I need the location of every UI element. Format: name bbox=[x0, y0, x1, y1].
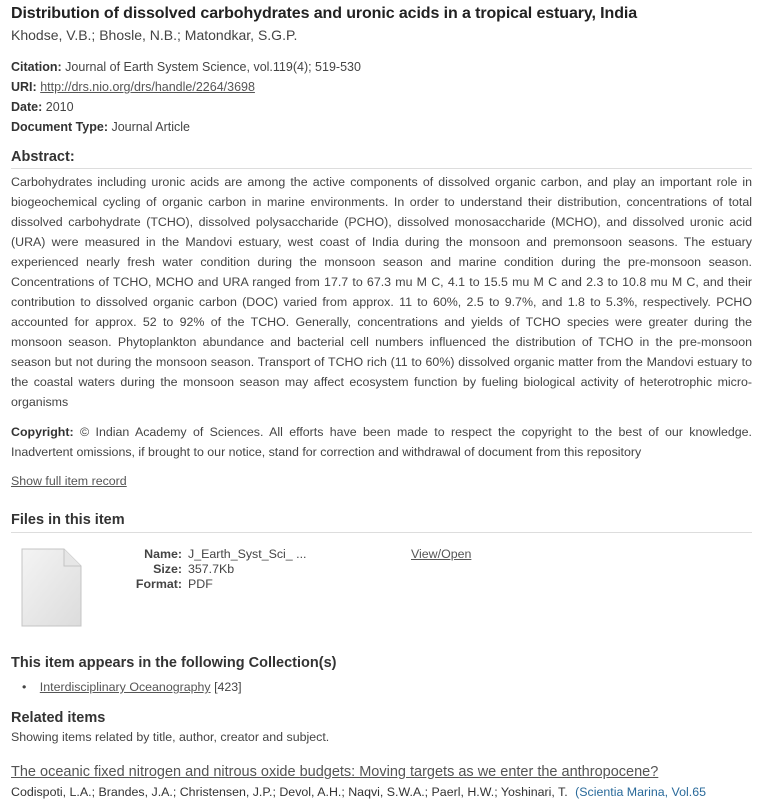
related-item-meta bbox=[11, 785, 752, 799]
related-item-title-link[interactable]: The oceanic fixed nitrogen and nitrous oxide budgets: Moving targets as we enter the anthropocene? bbox=[11, 764, 659, 780]
file-name-label: Name: bbox=[144, 547, 182, 561]
file-meta-values bbox=[188, 547, 306, 592]
show-full-record-link[interactable]: Show full item record bbox=[11, 474, 127, 488]
related-heading: Related items bbox=[11, 710, 106, 726]
copyright-block bbox=[11, 422, 752, 462]
copyright-label: Copyright: bbox=[11, 425, 74, 439]
file-name: J_Earth_Syst_Sci_ ... bbox=[188, 547, 307, 561]
date-value: 2010 bbox=[45, 100, 74, 114]
view-open-link[interactable]: View/Open bbox=[411, 547, 472, 561]
related-subtitle: Showing items related by title, author, creator and subject. bbox=[11, 730, 330, 744]
citation-label: Citation: bbox=[11, 60, 62, 74]
copyright-text: © Indian Academy of Sciences. All efforts have been made to respect the copyright to the best of our knowledge. Inadvertent omissions, if brought to our notice, stand for correction and withdrawal of document from this repository bbox=[11, 425, 752, 459]
item-title: Distribution of dissolved carbohydrates and uronic acids in a tropical estuary, India bbox=[11, 5, 638, 22]
doctype-value: Journal Article bbox=[111, 120, 190, 134]
doctype-label: Document Type: bbox=[11, 120, 108, 134]
date-row bbox=[11, 100, 74, 114]
abstract-text: Carbohydrates including uronic acids are among the active components of dissolved organic carbon, and play an important role in biogeochemical cycling of organic carbon in marine environments. In order to understand their distribution, concentrations of total dissolved carbohydrate (TCHO), dissolved polysaccharide (PCHO), dissolved monosaccharide (MCHO), and dissolved uronic acid (URA) were measured in the Mandovi estuary, west coast of India during the monsoon and premonsoon seasons. The estuary experienced nearly fresh water condition during the monsoon season and marine condition during the pre-monsoon season. Concentrations of TCHO, MCHO and URA ranged from 17.7 to 67.3 mu M C, 4.1 to 15.5 mu M C and 2.3 to 10.8 mu M C, and their contribution to dissolved organic carbon (DOC) varied from approx. 11 to 60%, 2.5 to 9.7%, and 1.8 to 5.3%, respectively. PCHO accounted for approx. 52 to 92% of the TCHO. Generally, concentrations and yields of TCHO species were greater during the monsoon season. Phytoplankton abundance and bacterial cell numbers influenced the distribution of TCHO in the pre-monsoon season but not during the monsoon season. Transport of TCHO rich (11 to 60%) dissolved organic matter from the Mandovi estuary to the coastal waters during the monsoon season may affect ecosystem function by fueling biological activity of heterotrophic micro-organisms bbox=[11, 175, 752, 409]
related-item-authors: Codispoti, L.A.; Brandes, J.A.; Christensen, J.P.; Devol, A.H.; Naqvi, S.W.A.; Paerl, H.W.; Yoshinari, T. bbox=[11, 785, 568, 799]
file-format: PDF bbox=[188, 577, 213, 591]
collections-list bbox=[22, 680, 242, 694]
files-divider bbox=[11, 532, 752, 533]
uri-row bbox=[11, 80, 255, 94]
files-heading: Files in this item bbox=[11, 512, 125, 528]
abstract-heading: Abstract: bbox=[11, 149, 75, 165]
citation-value: Journal of Earth System Science, vol.119(4); 519-530 bbox=[65, 60, 361, 74]
list-item bbox=[22, 680, 242, 694]
collections-heading: This item appears in the following Collection(s) bbox=[11, 655, 337, 671]
item-authors: Khodse, V.B.; Bhosle, N.B.; Matondkar, S.G.P. bbox=[11, 27, 298, 43]
file-icon bbox=[20, 547, 84, 629]
file-thumbnail[interactable] bbox=[20, 547, 84, 634]
uri-link[interactable]: http://drs.nio.org/drs/handle/2264/3698 bbox=[40, 80, 255, 94]
related-item-source: (Scientia Marina, Vol.65 bbox=[575, 785, 706, 799]
uri-label: URI: bbox=[11, 80, 37, 94]
collection-count: [423] bbox=[214, 680, 242, 694]
file-size: 357.7Kb bbox=[188, 562, 235, 576]
collection-link[interactable]: Interdisciplinary Oceanography bbox=[39, 680, 211, 694]
date-label: Date: bbox=[11, 100, 43, 114]
doctype-row bbox=[11, 120, 190, 134]
abstract-divider bbox=[11, 168, 752, 169]
file-format-label: Format: bbox=[135, 577, 182, 591]
citation-row bbox=[11, 60, 361, 74]
file-meta-labels bbox=[100, 547, 182, 592]
file-size-label: Size: bbox=[153, 562, 182, 576]
